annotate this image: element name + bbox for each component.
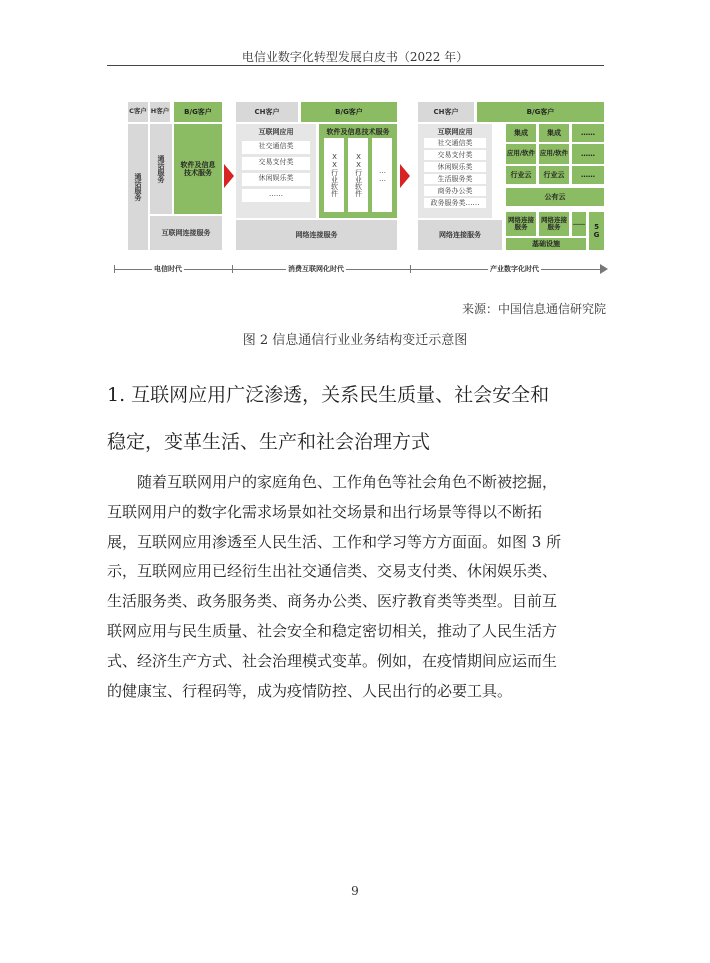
paragraph-line: 随着互联网用户的家庭角色、工作角色等社会角色不断被挖掘， xyxy=(107,473,558,491)
mid-app-item: …… xyxy=(242,189,310,202)
internet-apps-panel-mid xyxy=(236,124,316,218)
voice-service-label: 通话服务 xyxy=(134,173,143,201)
voice-service-label-2: 通话服务 xyxy=(157,155,166,183)
integration-box-a: 集成 xyxy=(506,124,536,142)
paragraph-line: 联网应用与民生质量、社会安全和稳定密切相关，推动了人民生活方 xyxy=(107,621,558,640)
network-service-box-a: 网络连接服务 xyxy=(506,212,536,236)
paragraph-line: 式、经济生产方式、社会治理模式变革。例如，在疫情期间应运而生 xyxy=(107,651,558,670)
industry-cloud-box-b: 行业云 xyxy=(539,166,569,184)
application-box-a: 应用/软件 xyxy=(506,144,536,164)
c-customer-box: C客户 xyxy=(128,102,148,122)
mid-app-item: 社交通信类 xyxy=(242,141,310,154)
internet-apps-title-mid: 互联网应用 xyxy=(258,128,294,136)
five-g-box xyxy=(589,212,604,250)
dots-box-2: …… xyxy=(572,144,604,164)
paragraph-line: 展，互联网应用渗透至人民生活、工作和学习等方方面面。如图 3 所 xyxy=(107,532,562,551)
internet-connect-box-left: 互联网连接服务 xyxy=(150,216,222,250)
timeline-arrowhead xyxy=(600,264,608,274)
figure-caption: 图 2 信息通信行业业务结构变迁示意图 xyxy=(242,333,468,348)
internet-apps-title-right: 互联网应用 xyxy=(437,128,473,136)
transition-arrow-2 xyxy=(400,164,410,188)
network-connect-box-mid: 网络连接服务 xyxy=(236,220,397,250)
era-label: 产业数字化时代 xyxy=(490,265,539,273)
h-customer-box: H客户 xyxy=(150,102,170,122)
era-label: 消费互联网化时代 xyxy=(288,265,344,273)
software-ellipsis-mid xyxy=(372,138,392,212)
xx-software-b xyxy=(348,138,368,212)
right-app-item: 政务服务类…… xyxy=(424,198,486,208)
ch-customer-box-mid: CH客户 xyxy=(236,102,298,122)
network-connect-box-right: 网络连接服务 xyxy=(418,220,502,250)
timeline-tick xyxy=(410,265,411,273)
right-app-item: 生活服务类 xyxy=(424,174,486,184)
right-app-item: 休闲娱乐类 xyxy=(424,162,486,172)
bg-customer-box-mid: B/G客户 xyxy=(301,102,397,122)
software-title-mid: 软件及信息技术服务 xyxy=(326,128,390,136)
dots-box-1: …… xyxy=(572,124,604,142)
section-heading-line-1: 1. 互联网应用广泛渗透，关系民生质量、社会安全和 xyxy=(107,384,550,406)
ch-customer-box-right: CH客户 xyxy=(418,102,474,122)
industry-cloud-box-a: 行业云 xyxy=(506,166,536,184)
right-app-item: 社交通信类 xyxy=(424,138,486,148)
section-heading-line-2: 稳定，变革生活、生产和社会治理方式 xyxy=(107,431,431,453)
software-info-box-left: 软件及信息技术服务 xyxy=(174,124,222,214)
xx-software-label-b: XX行业软件 xyxy=(354,153,363,197)
bg-customer-box-right: B/G客户 xyxy=(477,102,604,122)
mid-app-item: 交易支付类 xyxy=(242,157,310,170)
public-cloud-box: 公有云 xyxy=(506,188,604,206)
xx-software-label-a: XX行业软件 xyxy=(330,153,339,197)
five-g-label: 5G xyxy=(592,223,601,239)
infrastructure-box: 基础设施 xyxy=(506,238,586,250)
xx-software-a xyxy=(324,138,344,212)
structure-diagram xyxy=(100,96,612,284)
dots-box-3: …… xyxy=(572,166,604,184)
dots-box-4: …… xyxy=(572,212,586,236)
voice-service-tall xyxy=(128,124,148,250)
integration-box-b: 集成 xyxy=(539,124,569,142)
paragraph-line: 示，互联网应用已经衍生出社交通信类、交易支付类、休闲娱乐类、 xyxy=(107,562,558,581)
paragraph-line: 互联网用户的数字化需求场景如社交场景和出行场景等得以不断拓 xyxy=(107,502,543,521)
application-box-b: 应用/软件 xyxy=(539,144,569,164)
figure-source: 来源：中国信息通信研究院 xyxy=(461,302,606,316)
paragraph-line: 的健康宝、行程码等，成为疫情防控、人民出行的必要工具。 xyxy=(107,681,513,700)
timeline-tick xyxy=(232,265,233,273)
voice-service-mid xyxy=(150,124,172,214)
timeline-tick xyxy=(114,265,115,273)
mid-app-item: 休闲娱乐类 xyxy=(242,173,310,186)
right-app-item: 交易支付类 xyxy=(424,150,486,160)
network-service-box-b: 网络连接服务 xyxy=(539,212,569,236)
bg-customer-box-left: B/G客户 xyxy=(174,102,222,122)
page-header-title: 电信业数字化转型发展白皮书（2022 年） xyxy=(241,50,469,64)
page-number: 9 xyxy=(351,884,359,898)
paragraph-line: 生活服务类、政务服务类、商务办公类、医疗教育类等类型。目前互 xyxy=(107,592,558,611)
transition-arrow-1 xyxy=(224,164,234,188)
right-app-item: 商务办公类 xyxy=(424,186,486,196)
software-ellipsis-label: …… xyxy=(378,167,387,183)
body-paragraph xyxy=(107,468,605,706)
header-rule xyxy=(107,65,604,66)
era-label: 电信时代 xyxy=(154,265,182,273)
